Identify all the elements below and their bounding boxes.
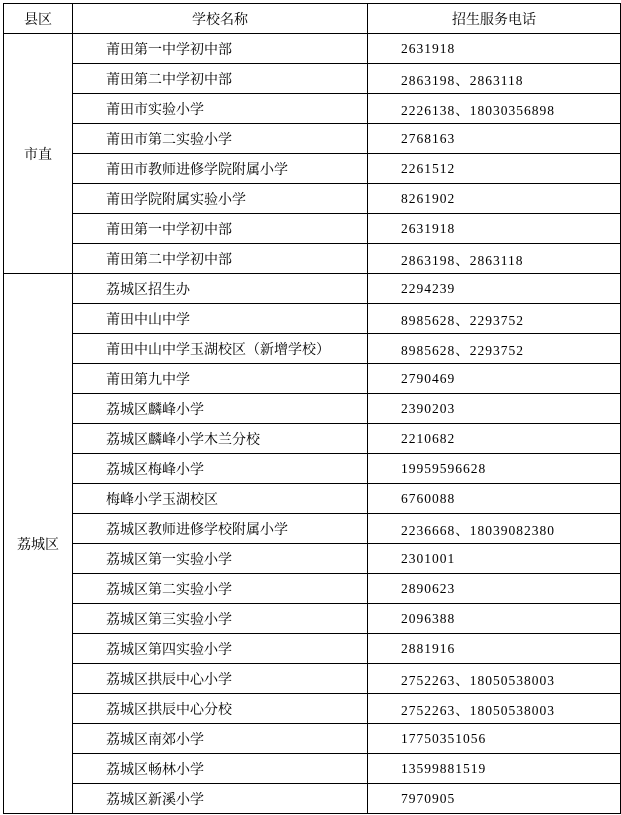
phone-cell: 6760088 bbox=[368, 484, 621, 514]
table-row bbox=[4, 664, 621, 694]
table-row bbox=[4, 394, 621, 424]
phone-cell: 2863198、2863118 bbox=[368, 244, 621, 274]
phone-cell: 17750351056 bbox=[368, 724, 621, 754]
phone-cell: 2890623 bbox=[368, 574, 621, 604]
school-name-cell: 荔城区第一实验小学 bbox=[73, 544, 368, 574]
table-row bbox=[4, 784, 621, 814]
table-row bbox=[4, 454, 621, 484]
phone-cell: 7970905 bbox=[368, 784, 621, 814]
school-name-cell: 荔城区拱辰中心分校 bbox=[73, 694, 368, 724]
table-row bbox=[4, 544, 621, 574]
school-name-cell: 荔城区教师进修学校附属小学 bbox=[73, 514, 368, 544]
table-row bbox=[4, 574, 621, 604]
header-county: 县区 bbox=[4, 4, 73, 34]
phone-cell: 2301001 bbox=[368, 544, 621, 574]
school-name-cell: 荔城区新溪小学 bbox=[73, 784, 368, 814]
phone-cell: 2236668、18039082380 bbox=[368, 514, 621, 544]
school-name-cell: 荔城区第二实验小学 bbox=[73, 574, 368, 604]
table-row bbox=[4, 244, 621, 274]
header-phone: 招生服务电话 bbox=[368, 4, 621, 34]
school-phone-table bbox=[3, 3, 621, 814]
table-row bbox=[4, 304, 621, 334]
school-name-cell: 莆田中山中学 bbox=[73, 304, 368, 334]
phone-cell: 2096388 bbox=[368, 604, 621, 634]
school-name-cell: 莆田中山中学玉湖校区（新增学校） bbox=[73, 334, 368, 364]
phone-cell: 2631918 bbox=[368, 214, 621, 244]
school-name-cell: 莆田第二中学初中部 bbox=[73, 244, 368, 274]
table-row bbox=[4, 694, 621, 724]
phone-cell: 2863198、2863118 bbox=[368, 64, 621, 94]
county-cell: 荔城区 bbox=[4, 274, 73, 814]
phone-cell: 2631918 bbox=[368, 34, 621, 64]
school-name-cell: 莆田第一中学初中部 bbox=[73, 34, 368, 64]
table-row bbox=[4, 274, 621, 304]
header-row bbox=[4, 4, 621, 34]
school-name-cell: 莆田市实验小学 bbox=[73, 94, 368, 124]
table-row bbox=[4, 64, 621, 94]
phone-cell: 8261902 bbox=[368, 184, 621, 214]
phone-cell: 2210682 bbox=[368, 424, 621, 454]
phone-cell: 2261512 bbox=[368, 154, 621, 184]
table-row bbox=[4, 124, 621, 154]
table-row bbox=[4, 214, 621, 244]
school-name-cell: 莆田学院附属实验小学 bbox=[73, 184, 368, 214]
table-row bbox=[4, 514, 621, 544]
school-name-cell: 莆田第九中学 bbox=[73, 364, 368, 394]
table-row bbox=[4, 364, 621, 394]
phone-cell: 2294239 bbox=[368, 274, 621, 304]
school-name-cell: 荔城区招生办 bbox=[73, 274, 368, 304]
table-row bbox=[4, 484, 621, 514]
table-row bbox=[4, 424, 621, 454]
school-name-cell: 荔城区第三实验小学 bbox=[73, 604, 368, 634]
table-row bbox=[4, 34, 621, 64]
table-row bbox=[4, 184, 621, 214]
school-name-cell: 荔城区拱辰中心小学 bbox=[73, 664, 368, 694]
phone-cell: 8985628、2293752 bbox=[368, 304, 621, 334]
table-row bbox=[4, 154, 621, 184]
phone-cell: 2752263、18050538003 bbox=[368, 694, 621, 724]
school-name-cell: 梅峰小学玉湖校区 bbox=[73, 484, 368, 514]
phone-cell: 19959596628 bbox=[368, 454, 621, 484]
phone-cell: 2768163 bbox=[368, 124, 621, 154]
phone-cell: 2752263、18050538003 bbox=[368, 664, 621, 694]
school-name-cell: 荔城区麟峰小学木兰分校 bbox=[73, 424, 368, 454]
school-name-cell: 荔城区南郊小学 bbox=[73, 724, 368, 754]
header-school: 学校名称 bbox=[73, 4, 368, 34]
table-row bbox=[4, 754, 621, 784]
county-cell: 市直 bbox=[4, 34, 73, 274]
phone-cell: 13599881519 bbox=[368, 754, 621, 784]
school-name-cell: 莆田市第二实验小学 bbox=[73, 124, 368, 154]
table-row bbox=[4, 634, 621, 664]
table-row bbox=[4, 334, 621, 364]
school-name-cell: 莆田第一中学初中部 bbox=[73, 214, 368, 244]
school-name-cell: 莆田市教师进修学院附属小学 bbox=[73, 154, 368, 184]
phone-cell: 2790469 bbox=[368, 364, 621, 394]
phone-cell: 8985628、2293752 bbox=[368, 334, 621, 364]
phone-cell: 2226138、18030356898 bbox=[368, 94, 621, 124]
school-name-cell: 荔城区麟峰小学 bbox=[73, 394, 368, 424]
school-name-cell: 荔城区梅峰小学 bbox=[73, 454, 368, 484]
table-row bbox=[4, 94, 621, 124]
school-name-cell: 荔城区第四实验小学 bbox=[73, 634, 368, 664]
phone-cell: 2390203 bbox=[368, 394, 621, 424]
table-row bbox=[4, 724, 621, 754]
table-row bbox=[4, 604, 621, 634]
phone-cell: 2881916 bbox=[368, 634, 621, 664]
school-name-cell: 莆田第二中学初中部 bbox=[73, 64, 368, 94]
school-name-cell: 荔城区畅林小学 bbox=[73, 754, 368, 784]
